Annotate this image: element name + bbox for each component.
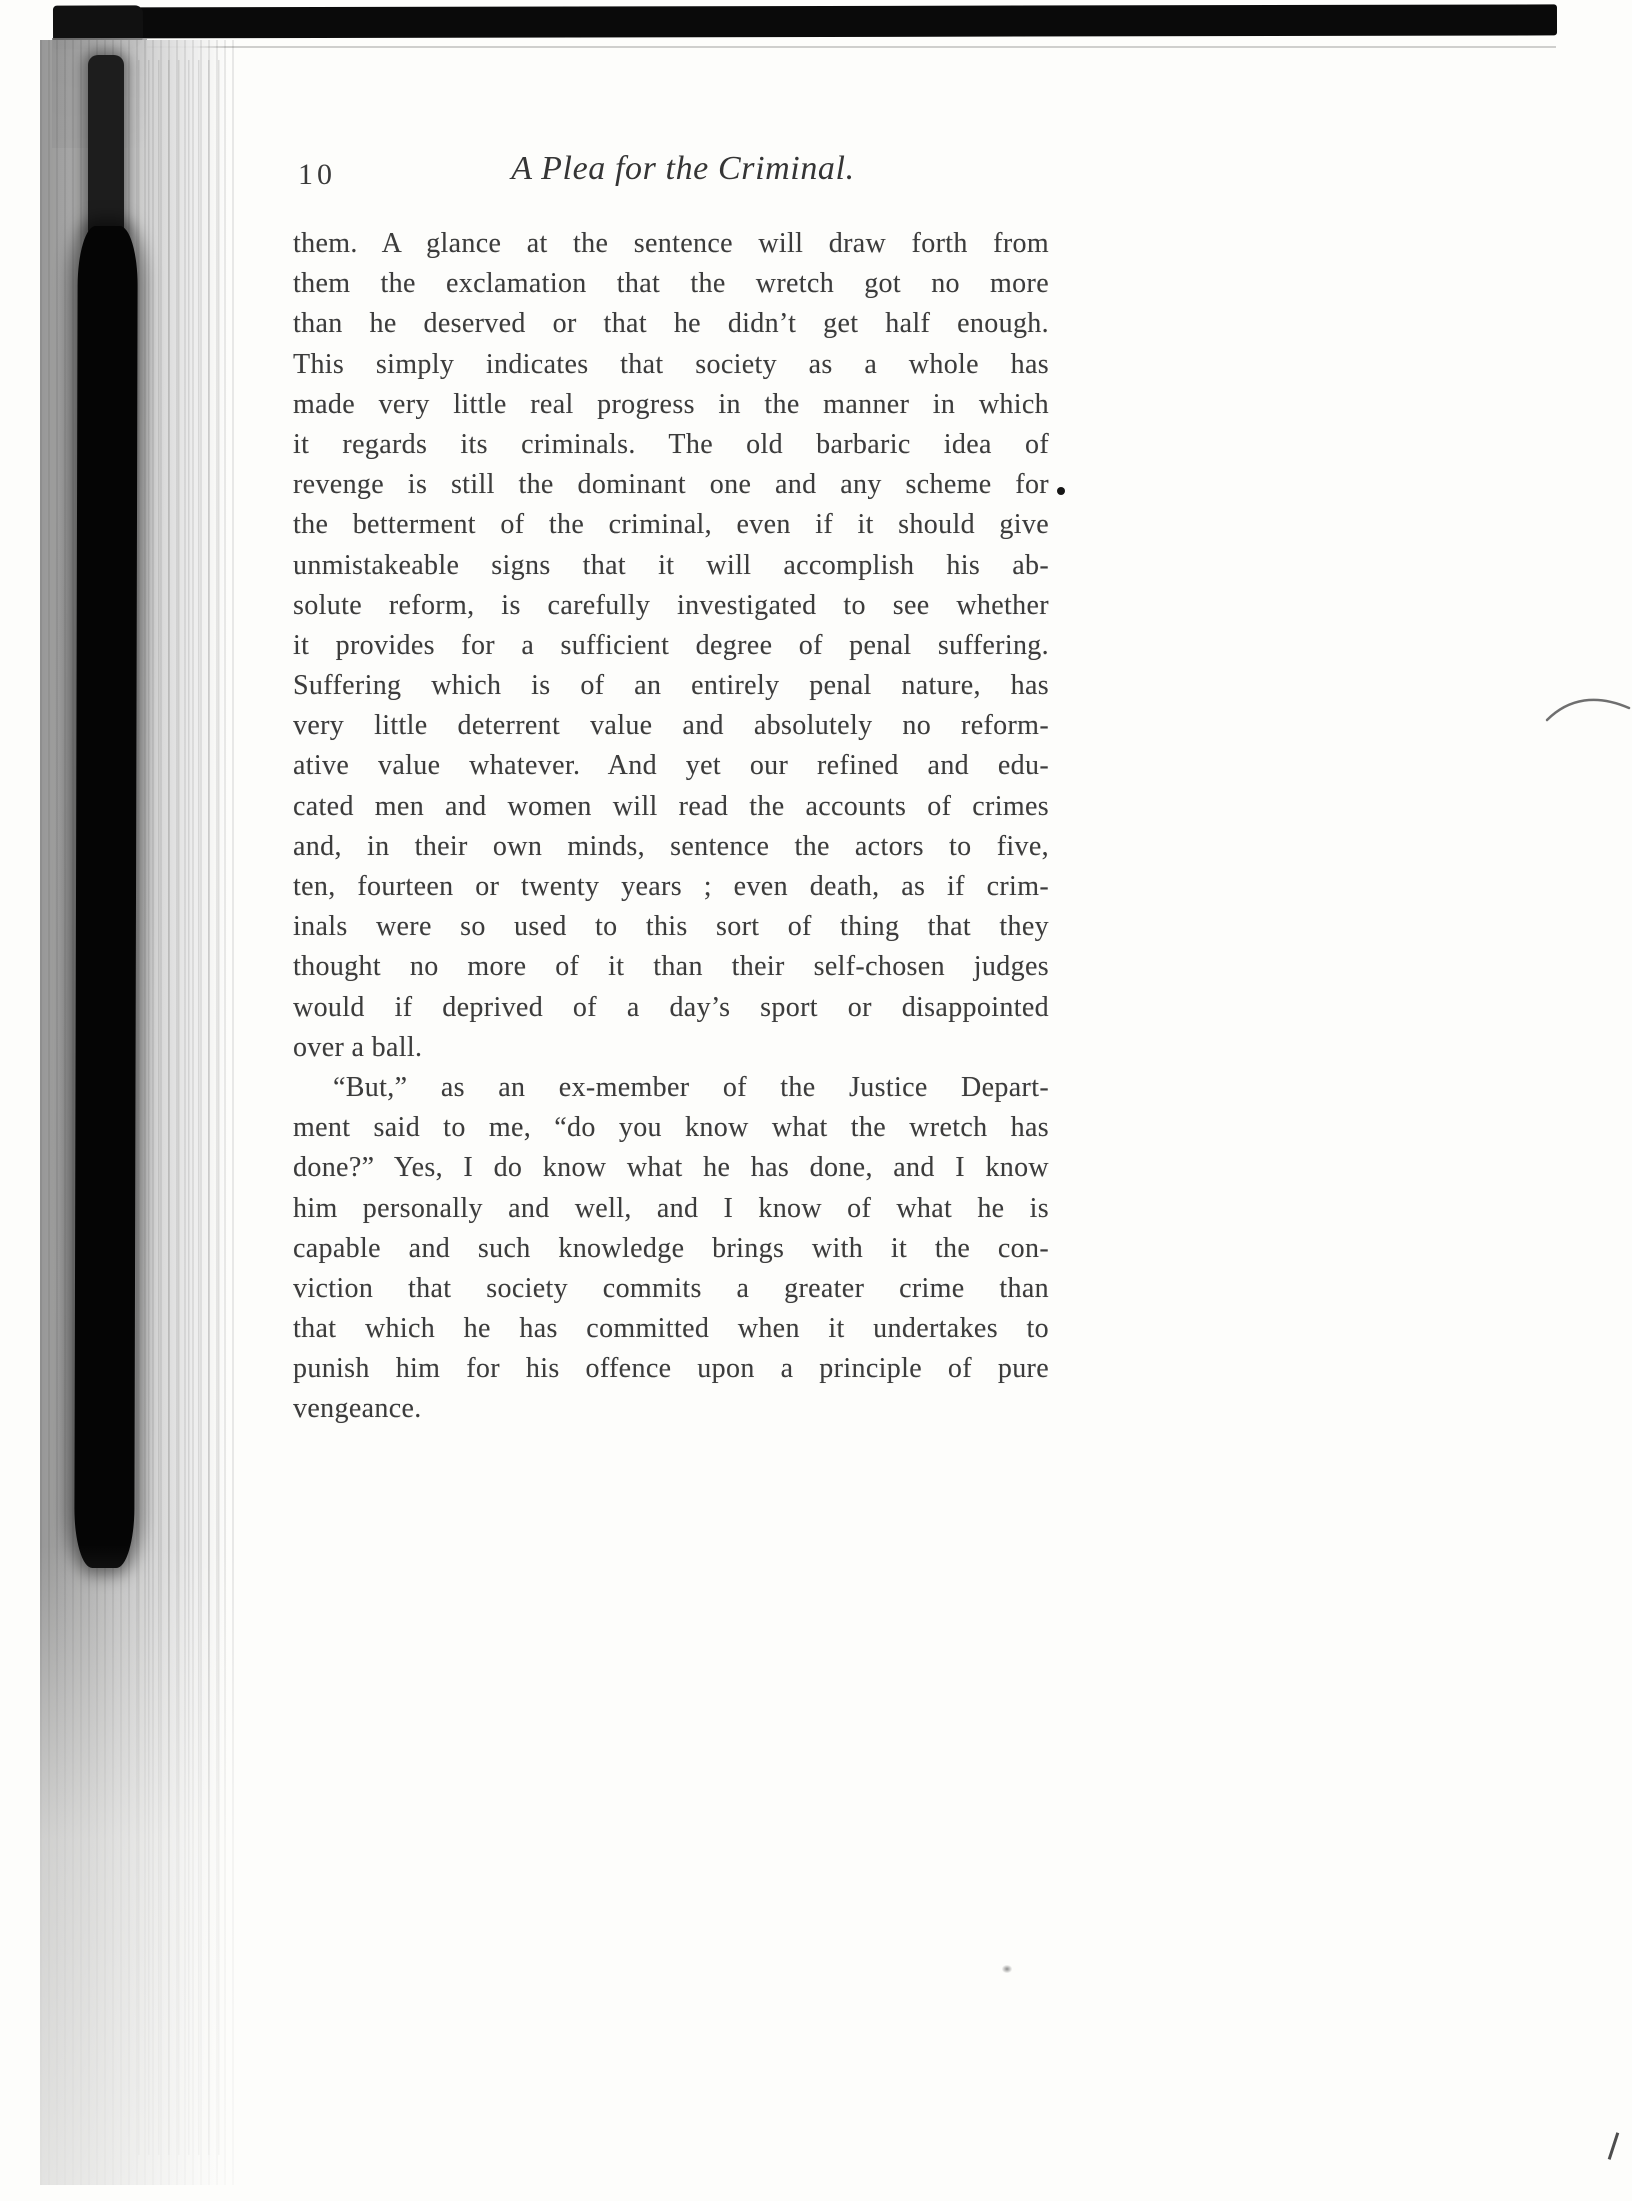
text-line: ten, fourteen or twenty years ; even death, as if crim- — [293, 871, 1049, 902]
text-line: very little deterrent value and absolutely no reform- — [293, 710, 1049, 742]
scan-artifact-speck — [1002, 1965, 1012, 1973]
text-line: punish him for his offence upon a principle of pure — [293, 1353, 1049, 1385]
text-line: “But,” as an ex-member of the Justice Depart- — [333, 1071, 1049, 1103]
text-line: him personally and well, and I know of what he is — [293, 1192, 1049, 1224]
scan-artifact-spine-fade — [40, 1545, 240, 2201]
page-title: A Plea for the Criminal. — [511, 150, 855, 187]
text-line: unmistakeable signs that it will accomplish his ab- — [293, 549, 1049, 581]
scan-artifact-spine-black-top — [88, 55, 124, 240]
text-line: revenge is still the dominant one and any scheme for — [293, 469, 1049, 501]
text-line: that which he has committed when it undertakes to — [293, 1313, 1049, 1345]
text-line: Suffering which is of an entirely penal nature, has — [293, 670, 1049, 702]
scan-artifact-corner-slash — [1608, 2132, 1619, 2159]
text-line: the betterment of the criminal, even if it should give — [293, 509, 1049, 541]
text-line: it provides for a sufficient degree of penal suffering. — [293, 629, 1049, 661]
text-line: inals were so used to this sort of thing that they — [293, 911, 1049, 943]
text-line: over a ball. — [293, 1031, 423, 1063]
text-line: done?” Yes, I do know what he has done, and I know — [293, 1152, 1049, 1184]
text-line: and, in their own minds, sentence the actors to five, — [293, 830, 1049, 862]
text-line: vengeance. — [293, 1393, 422, 1425]
text-block — [293, 224, 1049, 1430]
text-line: ment said to me, “do you know what the wretch has — [293, 1112, 1049, 1144]
text-line: This simply indicates that society as a whole has — [293, 348, 1049, 380]
text-line: capable and such knowledge brings with it the con- — [293, 1232, 1049, 1264]
text-line: than he deserved or that he didn’t get half enough. — [293, 308, 1049, 340]
text-line: them the exclamation that the wretch got no more — [293, 268, 1049, 300]
scan-artifact-top-bar — [55, 4, 1557, 38]
text-line: viction that society commits a greater crime than — [293, 1272, 1049, 1304]
scan-artifact-page-top-edge — [140, 46, 1556, 48]
scan-artifact-ink-dot — [1057, 487, 1065, 495]
text-line: it regards its criminals. The old barbaric idea of — [293, 428, 1049, 460]
text-line: cated men and women will read the accounts of crimes — [293, 790, 1049, 822]
text-line: them. A glance at the sentence will draw forth from — [293, 228, 1049, 259]
text-line: solute reform, is carefully investigated to see whether — [293, 589, 1049, 621]
text-line: thought no more of it than their self-chosen judges — [293, 951, 1049, 983]
page-number: 10 — [298, 158, 336, 191]
text-line: made very little real progress in the manner in which — [293, 388, 1049, 420]
scan-artifact-pen-curve — [1545, 688, 1631, 730]
text-line: ative value whatever. And yet our refined and edu- — [293, 750, 1049, 782]
scan-artifact-spine-black-bar — [74, 226, 138, 1568]
text-line: would if deprived of a day’s sport or disappointed — [293, 991, 1049, 1023]
